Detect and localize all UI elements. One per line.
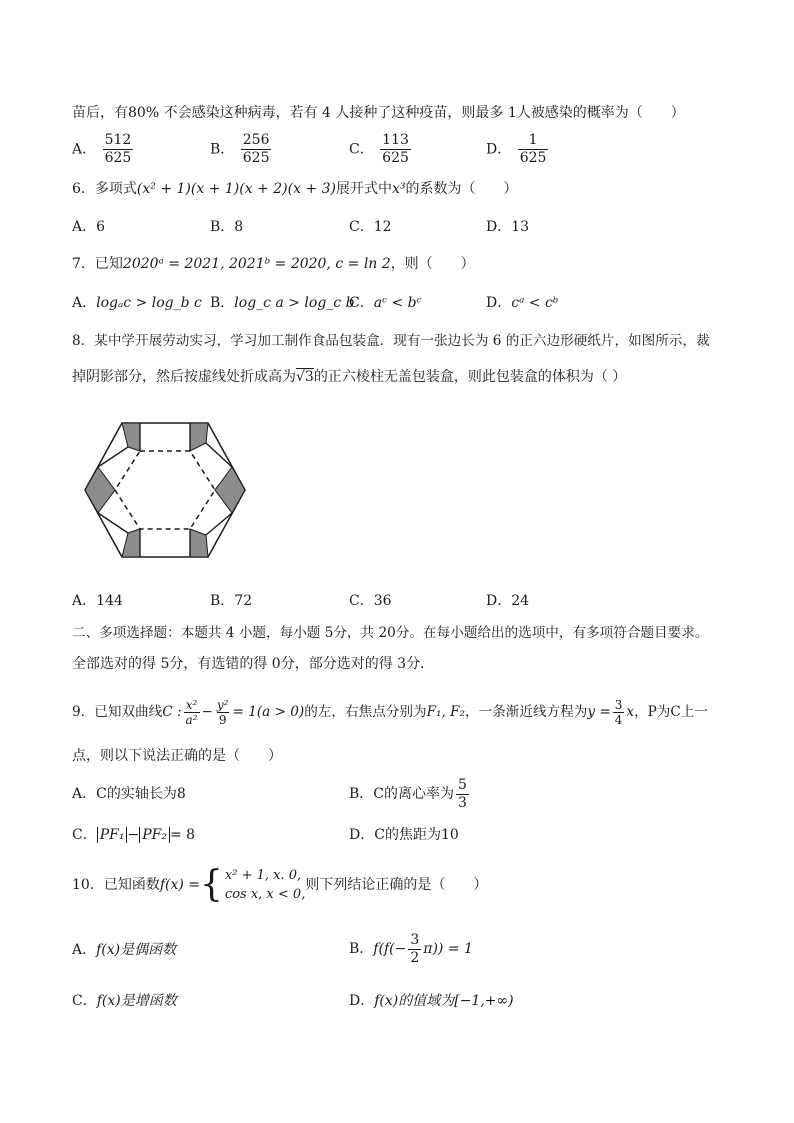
q7-expression: 2020ᵃ = 2021, 2021ᵇ = 2020, c = ln 2 bbox=[122, 256, 391, 272]
option-label: B． bbox=[210, 295, 235, 311]
q9-option-a bbox=[72, 784, 186, 804]
q8-option-a bbox=[72, 591, 123, 611]
shade-left bbox=[85, 467, 115, 513]
q8-line-2 bbox=[72, 367, 626, 387]
q5-option-d bbox=[486, 132, 550, 167]
asymptote-lhs: y = bbox=[587, 704, 611, 720]
question-number: 10． bbox=[72, 877, 104, 893]
q5-text: 苗后，有80% 不会感染这种病毒，若有 4 人接种了这种疫苗，则最多 1人被感染的概率为（ ） bbox=[72, 105, 685, 121]
hexagon-figure bbox=[80, 415, 250, 565]
q7-option-a bbox=[72, 293, 202, 313]
asymptote-var: x bbox=[626, 704, 635, 720]
option-value: aᶜ < bᶜ bbox=[373, 295, 422, 311]
option-value: 13 bbox=[511, 219, 530, 235]
denominator: a² bbox=[185, 713, 198, 727]
q9-tail: ，P为C上一 bbox=[634, 704, 708, 720]
q8-option-c bbox=[349, 591, 392, 611]
option-label: B． bbox=[349, 941, 374, 957]
q9-mid2: ，一条渐近线方程为 bbox=[465, 704, 588, 720]
option-value: 144 bbox=[96, 593, 123, 609]
q10-stem bbox=[72, 862, 487, 908]
option-label: A． bbox=[72, 942, 97, 958]
denominator: 625 bbox=[382, 150, 409, 166]
abs-pf1: PF₁ bbox=[97, 827, 128, 843]
shade-right bbox=[215, 467, 245, 513]
q7-option-b bbox=[210, 293, 355, 313]
q6-option-c bbox=[349, 217, 392, 237]
q5-option-b bbox=[210, 132, 273, 167]
q6-expression: (x² + 1)(x + 1)(x + 2)(x + 3) bbox=[136, 181, 336, 197]
option-value: C的实轴长为8 bbox=[96, 786, 186, 802]
option-value: 24 bbox=[511, 593, 530, 609]
option-label: C． bbox=[349, 593, 374, 609]
option-label: A． bbox=[72, 786, 97, 802]
fraction bbox=[456, 777, 469, 812]
question-number: 7． bbox=[72, 256, 95, 272]
option-label: B． bbox=[349, 786, 374, 802]
option-value: = 8 bbox=[169, 827, 196, 843]
q10-suffix: 则下列结论正确的是（ ） bbox=[305, 877, 488, 893]
piecewise bbox=[200, 866, 305, 904]
left-brace: { bbox=[200, 864, 223, 905]
option-label: A． bbox=[72, 593, 97, 609]
denominator: 2 bbox=[410, 949, 420, 966]
option-value: 72 bbox=[234, 593, 253, 609]
fraction-slope bbox=[613, 698, 625, 727]
q9-option-d bbox=[349, 825, 459, 845]
q10-prefix: 已知函数 bbox=[103, 877, 160, 893]
option-label: A． bbox=[72, 141, 97, 158]
q7-prefix: 已知 bbox=[94, 256, 123, 272]
q6-option-d bbox=[486, 217, 529, 237]
question-number: 6． bbox=[72, 181, 95, 197]
option-label: C． bbox=[72, 827, 97, 843]
case-1: x² + 1, x. 0, bbox=[224, 868, 302, 883]
numerator: 3 bbox=[614, 698, 623, 712]
q9-line-2: 点，则以下说法正确的是（ ） bbox=[72, 748, 282, 764]
q9-stem: 9．已知双曲线C : $\frac{\text{x²}}{\text{a²}}$ − $\frac{\text{y²}}{9}$ = 1(a > 0)的左，右焦点分别为F₁, F₂，一条渐近线方程为y = $\frac{3}{4}$ x，P为C上一 bbox=[72, 698, 708, 727]
fraction-x bbox=[184, 698, 200, 727]
denominator: 625 bbox=[519, 150, 547, 166]
cases bbox=[225, 866, 305, 904]
sqrt-three: √3 bbox=[296, 369, 314, 385]
denominator: 625 bbox=[104, 150, 132, 166]
shade-top-right bbox=[190, 423, 208, 451]
abs-pf2: PF₂ bbox=[139, 827, 170, 843]
section-2-heading: 二、多项选择题：本题共 4 小题，每小题 5分，共 20分。在每小题给出的选项中，有多项符合题目要求。 bbox=[72, 625, 709, 641]
equation-rhs: = 1(a > 0) bbox=[232, 704, 305, 720]
option-value: f(x)的值域为[−1,+∞) bbox=[374, 993, 514, 1009]
denominator: 9 bbox=[218, 713, 227, 727]
q8-option-b bbox=[210, 591, 252, 611]
numerator: 512 bbox=[104, 132, 132, 148]
option-label: B． bbox=[210, 593, 235, 609]
option-value: 6 bbox=[96, 219, 106, 235]
option-label: C． bbox=[349, 295, 374, 311]
case-2: cos x, x < 0, bbox=[224, 887, 306, 902]
option-value: C的离心率为 bbox=[373, 786, 455, 802]
fraction bbox=[518, 132, 549, 167]
q6-term: x³ bbox=[391, 181, 406, 197]
curve-name: C : bbox=[162, 704, 182, 720]
shaded-corners bbox=[85, 423, 245, 557]
q10-option-a bbox=[72, 940, 176, 960]
shade-bottom-right bbox=[190, 529, 208, 557]
q6-stem bbox=[72, 179, 517, 199]
option-label: A． bbox=[72, 295, 97, 311]
option-label: C． bbox=[349, 141, 374, 158]
numerator: y² bbox=[216, 698, 229, 712]
numerator: 113 bbox=[382, 132, 409, 148]
numerator: 5 bbox=[458, 776, 467, 793]
numerator: 256 bbox=[242, 132, 270, 148]
q6-option-a bbox=[72, 217, 105, 237]
option-value: 8 bbox=[234, 219, 244, 235]
q9-option-c bbox=[72, 825, 195, 845]
q8-line-1: 8．某中学开展劳动实习，学习加工制作食品包装盒．现有一张边长为 6 的正六边形硬纸片，如图所示，裁 bbox=[72, 333, 710, 349]
option-value: 12 bbox=[373, 219, 392, 235]
q10-option-c bbox=[72, 991, 177, 1011]
function-name: f(x) = bbox=[159, 877, 201, 893]
shade-bottom-left bbox=[122, 529, 140, 557]
denominator: 4 bbox=[614, 713, 623, 727]
numerator: x² bbox=[185, 698, 198, 712]
option-value: cᵃ < cᵇ bbox=[511, 295, 559, 311]
option-label: D． bbox=[486, 295, 512, 311]
denominator: 625 bbox=[242, 150, 270, 166]
fraction bbox=[103, 132, 134, 167]
option-label: D． bbox=[486, 219, 512, 235]
q6-prefix: 多项式 bbox=[94, 181, 137, 197]
fraction bbox=[241, 132, 272, 167]
q10-option-d bbox=[349, 991, 514, 1011]
option-label: C． bbox=[72, 993, 97, 1009]
question-number: 9． bbox=[72, 704, 95, 720]
option-value: f(x)是增函数 bbox=[96, 993, 177, 1009]
option-value: log_c a > log_c b bbox=[234, 295, 355, 311]
minus-sign: − bbox=[127, 827, 140, 843]
q10-option-b bbox=[349, 926, 473, 972]
option-value: logₐc > log_b c bbox=[96, 295, 202, 311]
foci: F₁, F₂ bbox=[426, 704, 465, 720]
option-value: C的焦距为10 bbox=[374, 827, 459, 843]
fraction bbox=[408, 932, 421, 967]
q6-option-b bbox=[210, 217, 243, 237]
denominator: 3 bbox=[458, 794, 467, 811]
q7-stem bbox=[72, 254, 475, 274]
q6-suffix: 的系数为（ ） bbox=[405, 181, 518, 197]
option-label: B． bbox=[210, 219, 235, 235]
numerator: 3 bbox=[410, 931, 420, 948]
option-value: 36 bbox=[373, 593, 392, 609]
q6-middle: 展开式中 bbox=[335, 181, 392, 197]
q8-option-d bbox=[486, 591, 529, 611]
q9-mid: 的左，右焦点分别为 bbox=[304, 704, 427, 720]
option-label: D． bbox=[349, 827, 375, 843]
option-label: A． bbox=[72, 219, 97, 235]
option-label: D． bbox=[349, 993, 375, 1009]
option-label: B． bbox=[210, 141, 235, 158]
inner-hexagon bbox=[115, 451, 215, 529]
option-label: C． bbox=[349, 219, 374, 235]
q7-suffix: ，则（ ） bbox=[390, 256, 475, 272]
q8-line2-b: 的正六棱柱无盖包装盒，则此包装盒的体积为（ ） bbox=[313, 369, 627, 385]
q7-option-c bbox=[349, 293, 422, 313]
option-label: D． bbox=[486, 593, 512, 609]
option-value: f(x)是偶函数 bbox=[96, 942, 177, 958]
q8-line2-a: 掉阴影部分，然后按虚线处折成高为 bbox=[72, 369, 296, 385]
q9-option-b bbox=[349, 776, 471, 812]
section-2-instructions: 全部选对的得 5分，有选错的得 0分，部分选对的得 3分． bbox=[72, 656, 435, 672]
option-label: D． bbox=[486, 141, 512, 158]
shade-top-left bbox=[122, 423, 140, 451]
q5-option-c bbox=[349, 132, 413, 167]
fraction bbox=[380, 132, 411, 167]
fraction-y bbox=[215, 698, 231, 727]
q5-option-a bbox=[72, 132, 135, 167]
expr-pre: f(f(− bbox=[373, 941, 407, 957]
q9-prefix: 已知双曲线 bbox=[94, 704, 163, 720]
numerator: 1 bbox=[528, 132, 538, 148]
q7-option-d bbox=[486, 293, 558, 313]
expr-post: π)) = 1 bbox=[423, 941, 473, 957]
